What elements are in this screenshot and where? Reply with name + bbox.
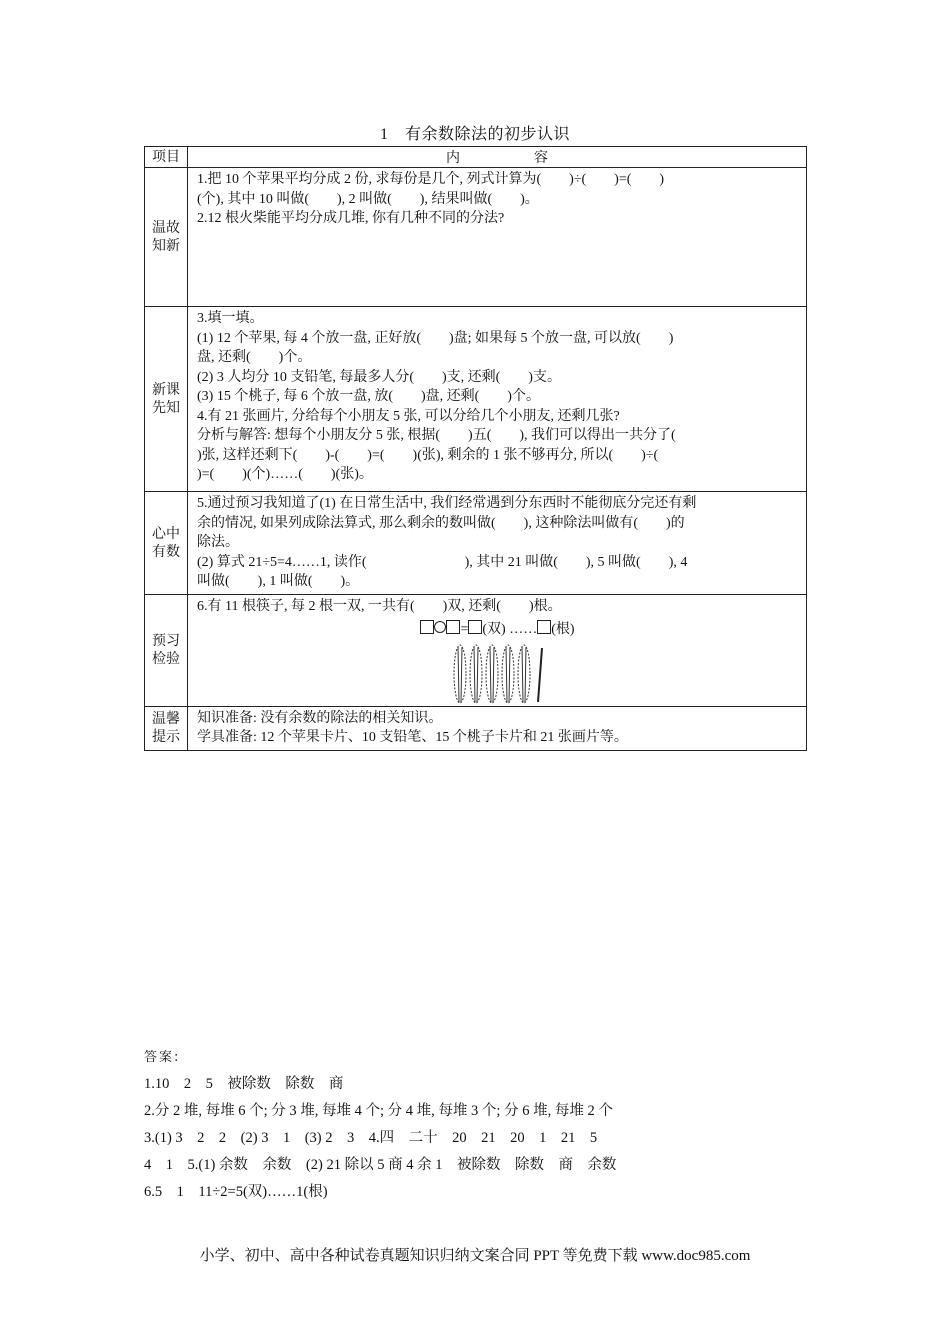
text-line: 4.有 21 张画片, 分给每个小朋友 5 张, 可以分给几个小朋友, 还剩几张?: [197, 408, 620, 424]
section-label: 温故 知新: [145, 168, 188, 307]
answer-line: 1.10 2 5 被除数 除数 商: [144, 1076, 344, 1092]
section-label: 温馨 提示: [145, 706, 188, 750]
chopsticks-illustration: [448, 644, 548, 704]
text-line: (2) 3 人均分 10 支铅笔, 每最多人分( )支, 还剩( )支。: [197, 369, 561, 385]
text-line: 学具准备: 12 个苹果卡片、10 支铅笔、15 个桃子卡片和 21 张画片等。: [197, 730, 628, 745]
unit-sticks: (根): [551, 622, 575, 637]
section-content: [188, 706, 807, 750]
ellipsis: ……: [509, 622, 538, 637]
text-line: 除法。: [197, 535, 239, 550]
text-line: 叫做( ), 1 叫做( )。: [197, 574, 360, 589]
text-line: 盘, 还剩( )个。: [197, 350, 312, 365]
blank-box-icon: [420, 620, 434, 634]
text-line: (1) 12 个苹果, 每 4 个放一盘, 正好放( )盘; 如果每 5 个放一盘, 可以放( ): [197, 330, 674, 346]
text-line: 6.有 11 根筷子, 每 2 根一双, 一共有( )双, 还剩( )根。: [197, 598, 562, 614]
answer-line: 6.5 1 11÷2=5(双)……1(根): [144, 1184, 328, 1200]
section-new-lesson: [145, 307, 807, 492]
section-content: [188, 492, 807, 595]
text-line: )=( )(个)……( )(张)。: [197, 467, 373, 482]
answer-line: 2.分 2 堆, 每堆 6 个; 分 3 堆, 每堆 4 个; 分 4 堆, 每堆 3 个; 分 6 堆, 每堆 2 个: [144, 1103, 613, 1119]
section-content: [188, 307, 807, 492]
text-line: 1.把 10 个苹果平均分成 2 份, 求每份是几个, 列式计算为( )÷( )=( ): [197, 172, 665, 187]
text-line: )张, 这样还剩下( )-( )=( )(张), 剩余的 1 张不够再分, 所以( )÷(: [197, 447, 659, 463]
text-line: 2.12 根火柴能平均分成几堆, 你有几种不同的分法?: [197, 211, 505, 226]
section-review: [145, 168, 807, 307]
header-project: 项目: [145, 147, 188, 168]
section-label: 新课 先知: [145, 307, 188, 492]
operator-circle-icon: [434, 621, 446, 633]
formula-row: [197, 616, 798, 704]
header-content: 内 容: [188, 147, 807, 168]
page-title: 1 有余数除法的初步认识: [379, 126, 570, 143]
text-line: (个), 其中 10 叫做( ), 2 叫做( ), 结果叫做( )。: [197, 191, 539, 207]
blank-box-icon: [446, 620, 460, 634]
section-label: 心中 有数: [145, 492, 188, 595]
unit-pairs: (双): [482, 622, 506, 637]
section-tips: [145, 706, 807, 750]
blank-box-icon: [537, 620, 551, 634]
footer-ad: 小学、初中、高中各种试卷真题知识归纳文案合同 PPT 等免费下载 www.doc985.com: [199, 1248, 751, 1264]
division-formula: = (双) …… (根): [420, 620, 574, 640]
section-check: [145, 594, 807, 706]
text-line: 余的情况, 如果列成除法算式, 那么剩余的数叫做( ), 这种除法叫做有( )的: [197, 515, 685, 531]
text-line: 3.填一填。: [197, 311, 264, 326]
section-content: [188, 594, 807, 706]
answer-line: 4 1 5.(1) 余数 余数 (2) 21 除以 5 商 4 余 1 被除数 除数 商 余数: [144, 1157, 617, 1173]
answers-block: [144, 1044, 616, 1206]
text-line: (2) 算式 21÷5=4……1, 读作( ), 其中 21 叫做( ), 5 叫做( ), 4: [197, 554, 688, 570]
section-label: 预习 检验: [145, 594, 188, 706]
text-line: 知识准备: 没有余数的除法的相关知识。: [197, 710, 443, 726]
answer-line: 3.(1) 3 2 2 (2) 3 1 (3) 2 3 4.四 二十 20 21 20 1 21 5: [144, 1130, 598, 1146]
table-header-row: [145, 147, 807, 168]
section-mind: [145, 492, 807, 595]
text-line: 分析与解答: 想每个小朋友分 5 张, 根据( )五( ), 我们可以得出一共分了(: [197, 428, 676, 443]
section-content: [188, 168, 807, 307]
text-line: (3) 15 个桃子, 每 6 个放一盘, 放( )盘, 还剩( )个。: [197, 389, 540, 404]
preview-table: [144, 146, 807, 751]
blank-box-icon: [468, 620, 482, 634]
text-line: 5.通过预习我知道了(1) 在日常生活中, 我们经常遇到分东西时不能彻底分完还有剩: [197, 496, 697, 511]
answers-heading: 答案:: [144, 1050, 181, 1065]
